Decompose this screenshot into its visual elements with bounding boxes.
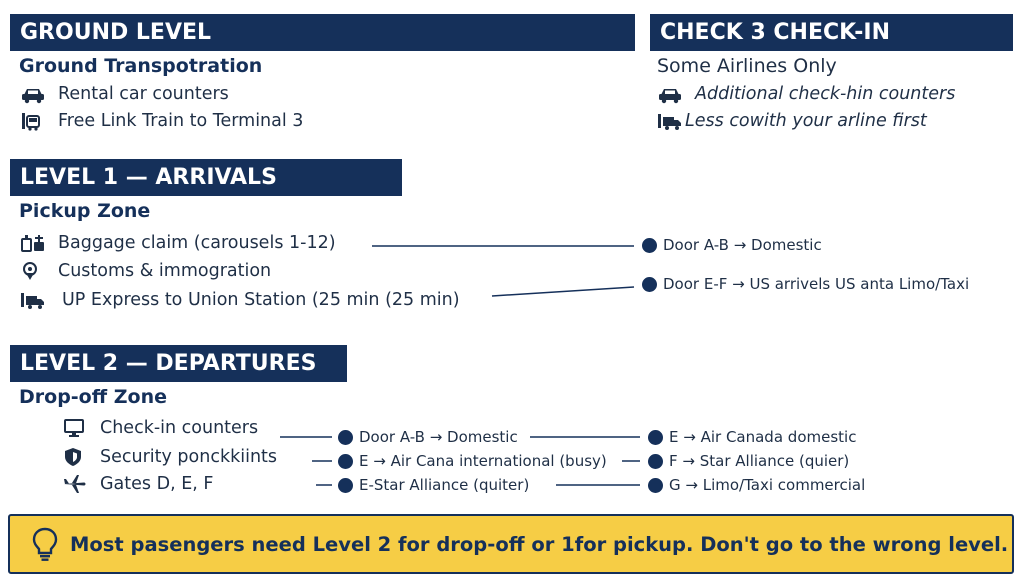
tip-banner-text: Most pasengers need Level 2 for drop-off or 1for pickup. Don't go to the wrong level. <box>70 532 1009 556</box>
check3-item-airline <box>657 111 927 131</box>
mid-e-star-label: E-Star Alliance (quiter) <box>359 476 530 494</box>
departures-item-checkin <box>62 418 258 438</box>
ground-item-rental <box>20 84 229 104</box>
departures-right-g-limo <box>648 476 865 494</box>
truck-icon <box>657 111 683 131</box>
dot-marker <box>648 430 663 445</box>
right-e-domestic-label: E → Air Canada domestic <box>669 428 857 446</box>
arrivals-subtitle: Pickup Zone <box>19 200 151 222</box>
dot-marker <box>642 238 657 253</box>
dot-marker <box>338 454 353 469</box>
check3-subtitle: Some Airlines Only <box>657 55 837 77</box>
gates-label: Gates D, E, F <box>100 474 214 494</box>
checkin-counters-label: Check-in counters <box>100 418 259 438</box>
airplane-icon <box>62 474 88 494</box>
connector-up-express <box>492 287 634 296</box>
departures-mid-door-ab <box>338 428 518 446</box>
location-icon <box>20 261 46 281</box>
up-express-label: UP Express to Union Station (25 min (25 min) <box>62 290 460 310</box>
mid-e-international-label: E → Air Cana international (busy) <box>359 452 607 470</box>
door-ef-label: Door E-F → US arrivels US anta Limo/Taxi <box>663 275 970 293</box>
right-f-star-label: F → Star Alliance (quier) <box>669 452 850 470</box>
lightbulb-icon <box>30 526 60 562</box>
rental-car-label: Rental car counters <box>58 84 229 104</box>
arrivals-door-ab <box>642 236 822 254</box>
door-ab-label: Door A-B → Domestic <box>663 236 822 254</box>
tip-banner <box>8 514 1014 574</box>
car-icon <box>20 84 46 104</box>
train-icon <box>20 111 46 131</box>
train-icon <box>20 290 46 310</box>
departures-mid-e-star <box>338 476 529 494</box>
security-label: Security ponckkiints <box>100 447 278 467</box>
ground-item-link-train <box>20 111 303 131</box>
departures-item-gates <box>62 474 213 494</box>
dot-marker <box>338 478 353 493</box>
additional-checkin-label: Additional check-hin counters <box>695 84 956 104</box>
dot-marker <box>642 277 657 292</box>
departures-subtitle: Drop-off Zone <box>19 386 167 408</box>
dot-marker <box>648 454 663 469</box>
check3-header: CHECK 3 CHECK-IN <box>650 14 1013 51</box>
shield-icon <box>62 447 88 467</box>
customs-label: Customs & immogration <box>58 261 272 281</box>
departures-mid-e-international <box>338 452 607 470</box>
right-g-limo-label: G → Limo/Taxi commercial <box>669 476 866 494</box>
ground-level-header: GROUND LEVEL <box>10 14 635 51</box>
departures-header: LEVEL 2 — DEPARTURES <box>10 345 347 382</box>
departures-right-e-domestic <box>648 428 856 446</box>
ground-subtitle: Ground Transpotration <box>19 55 263 77</box>
airline-first-label: Less cowith your arline first <box>685 111 927 131</box>
arrivals-item-customs <box>20 261 271 281</box>
monitor-icon <box>62 418 88 438</box>
arrivals-door-ef <box>642 275 969 293</box>
baggage-claim-label: Baggage claim (carousels 1-12) <box>58 233 336 253</box>
dot-marker <box>338 430 353 445</box>
arrivals-item-baggage <box>20 233 336 253</box>
mid-door-ab-label: Door A-B → Domestic <box>359 428 518 446</box>
car-icon <box>657 84 683 104</box>
departures-item-security <box>62 447 277 467</box>
dot-marker <box>648 478 663 493</box>
departures-right-f-star <box>648 452 849 470</box>
arrivals-item-up-express <box>20 290 460 310</box>
check3-item-additional <box>657 84 955 104</box>
baggage-icon <box>20 233 46 253</box>
arrivals-header: LEVEL 1 — ARRIVALS <box>10 159 402 196</box>
link-train-label: Free Link Train to Terminal 3 <box>58 111 304 131</box>
